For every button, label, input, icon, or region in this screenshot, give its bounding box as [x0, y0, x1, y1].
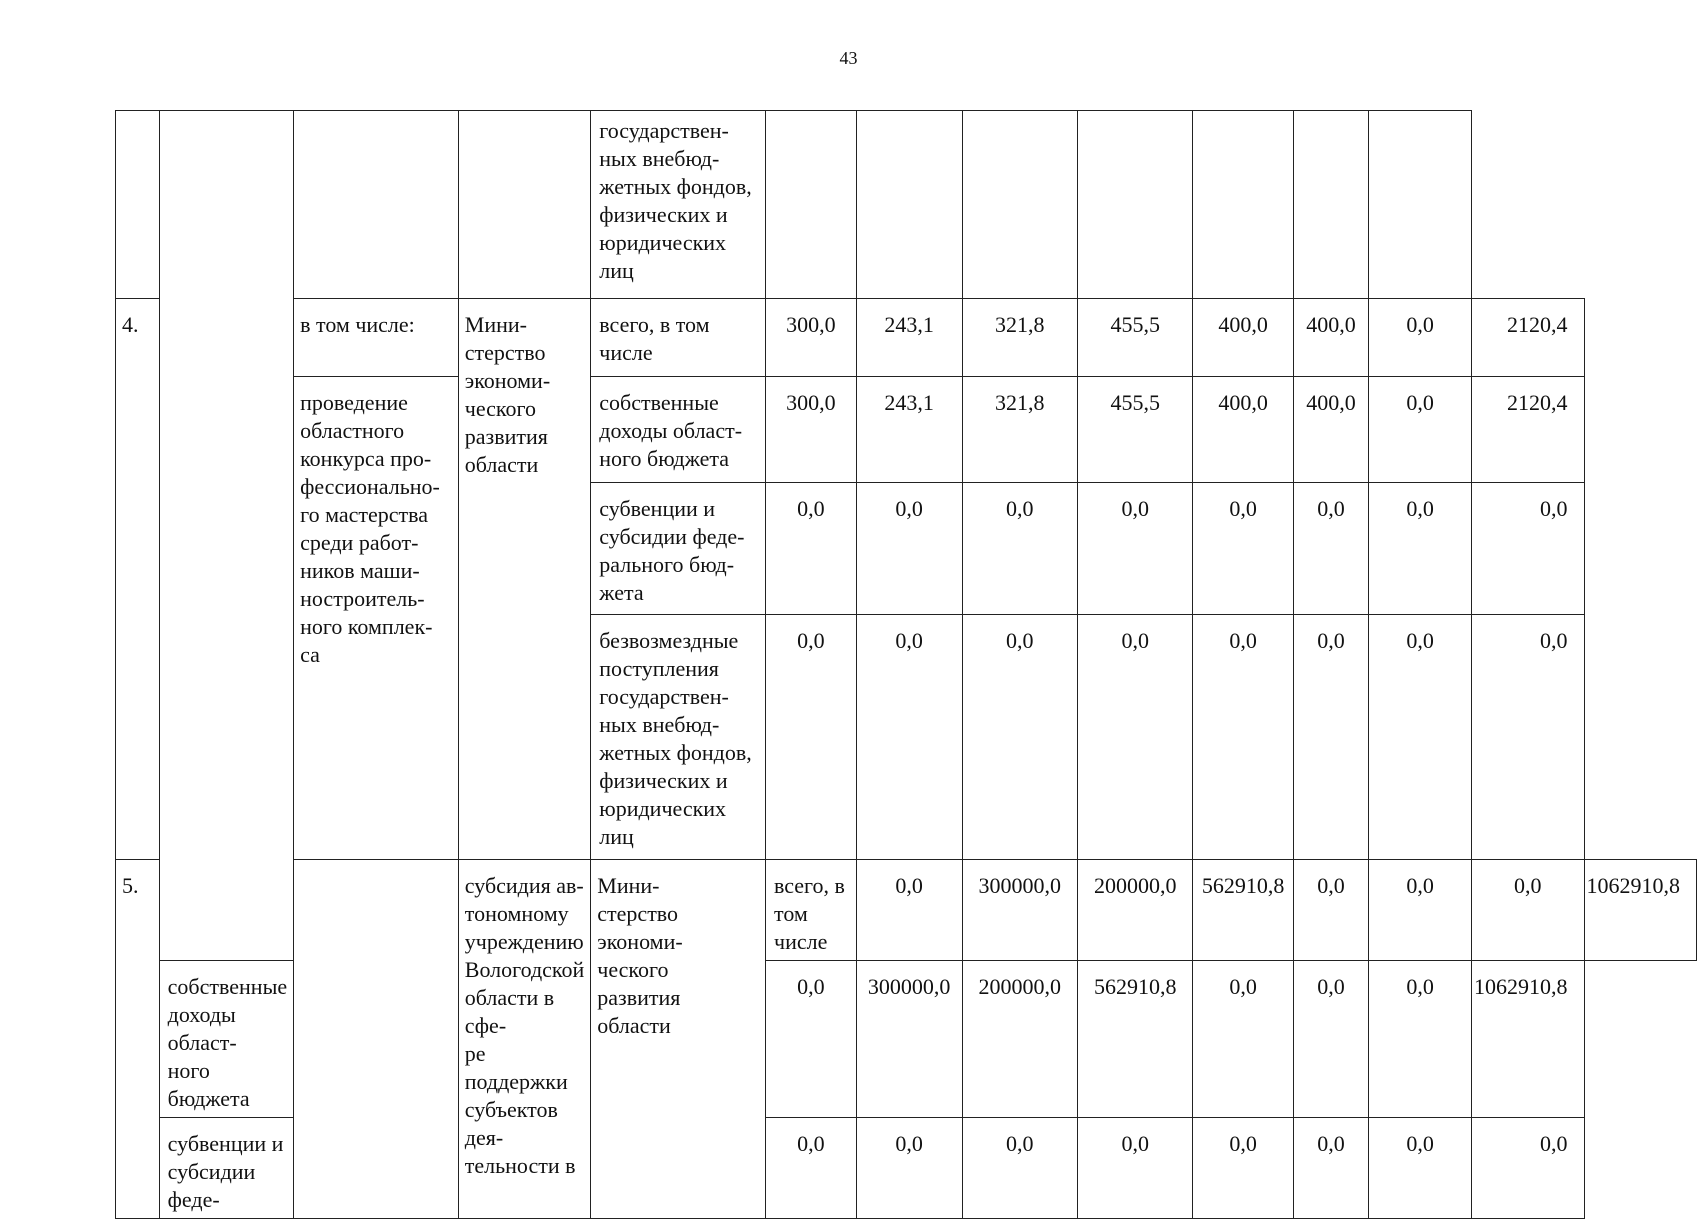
table-row [116, 299, 1697, 377]
cell-value: 400,0 [1293, 299, 1369, 377]
cell-value: 321,8 [962, 377, 1077, 483]
cell-value: 0,0 [962, 483, 1077, 615]
cell-value: 562910,8 [1193, 860, 1293, 961]
table-row [116, 111, 1697, 299]
cell-number: 5. [116, 860, 160, 1219]
table-body [116, 111, 1697, 1219]
cell-value [1078, 111, 1193, 299]
cell-value: 0,0 [1193, 483, 1293, 615]
cell-value: 300000,0 [856, 961, 962, 1118]
cell-value [1293, 111, 1369, 299]
cell-executor [458, 299, 591, 860]
cell-value [856, 111, 962, 299]
cell-value: 400,0 [1193, 377, 1293, 483]
cell-funding-source: собственные доходы област- ного бюджета [159, 961, 293, 1118]
cell-funding-source: субвенции и субсидии феде- [159, 1118, 293, 1219]
cell-value: 0,0 [856, 860, 962, 961]
cell-value: 0,0 [1369, 299, 1472, 377]
cell-number: 4. [116, 299, 160, 860]
cell-value: 0,0 [1293, 961, 1369, 1118]
cell-value: 300000,0 [962, 860, 1077, 961]
cell-value: 0,0 [766, 483, 857, 615]
cell-value: 0,0 [1193, 961, 1293, 1118]
cell-value: 0,0 [1078, 615, 1193, 860]
cell-total: 1062910,8 [1472, 961, 1585, 1118]
cell-value: 0,0 [1369, 860, 1472, 961]
cell-total: 1062910,8 [1584, 860, 1697, 961]
cell-value: 455,5 [1078, 299, 1193, 377]
cell-value: 400,0 [1193, 299, 1293, 377]
cell-value: 455,5 [1078, 377, 1193, 483]
cell-value: 0,0 [1472, 860, 1585, 961]
cell-empty [159, 111, 293, 961]
cell-value [1193, 111, 1293, 299]
cell-funding-source: безвозмездные поступления государствен- ных внебюд- жетных фондов, физических и юридических лиц [591, 615, 766, 860]
cell-total: 0,0 [1472, 1118, 1585, 1219]
cell-value: 0,0 [766, 615, 857, 860]
cell-value: 0,0 [1369, 961, 1472, 1118]
table-row [116, 377, 1697, 483]
cell-value: 0,0 [962, 1118, 1077, 1219]
cell-value: 400,0 [1293, 377, 1369, 483]
cell-description: субсидия ав- тономному учреждению Вологодской области в сфе- ре поддержки субъектов дея- тельности в [458, 860, 591, 1219]
cell-value: 0,0 [1369, 483, 1472, 615]
cell-number [116, 111, 160, 299]
cell-value: 0,0 [1293, 615, 1369, 860]
cell-empty [294, 860, 459, 1219]
cell-value [766, 111, 857, 299]
cell-description: проведение областного конкурса про- фессионально- го мастерства среди работ- ников маши- ностроитель- ного комплек- са [294, 377, 459, 860]
cell-value: 300,0 [766, 299, 857, 377]
cell-total: 0,0 [1472, 615, 1585, 860]
cell-value: 0,0 [1293, 483, 1369, 615]
cell-value: 562910,8 [1078, 961, 1193, 1118]
cell-executor: Мини- стерство экономи- ческого развития области [591, 860, 766, 1219]
cell-value: 0,0 [1193, 615, 1293, 860]
cell-total: 0,0 [1472, 483, 1585, 615]
cell-value: 0,0 [1078, 483, 1193, 615]
cell-value: 0,0 [1369, 1118, 1472, 1219]
cell-funding-source: субвенции и субсидии феде- рального бюд- жета [591, 483, 766, 615]
cell-funding-source: собственные доходы област- ного бюджета [591, 377, 766, 483]
cell-funding-source: всего, в том числе [766, 860, 857, 961]
cell-value: 0,0 [766, 961, 857, 1118]
cell-total: 2120,4 [1472, 299, 1585, 377]
cell-funding-source: всего, в том числе [591, 299, 766, 377]
cell-value: 0,0 [766, 1118, 857, 1219]
table-row [116, 860, 1697, 961]
cell-value: 200000,0 [962, 961, 1077, 1118]
cell-total: 2120,4 [1472, 377, 1585, 483]
cell-executor [458, 111, 591, 299]
cell-value: 0,0 [1369, 615, 1472, 860]
cell-value: 0,0 [856, 615, 962, 860]
cell-value: 0,0 [856, 483, 962, 615]
cell-value: 0,0 [962, 615, 1077, 860]
executor-text: Мини- стерство экономи- ческого развития области [464, 312, 551, 477]
cell-description [294, 111, 459, 299]
cell-value: 321,8 [962, 299, 1077, 377]
cell-value [1369, 111, 1472, 299]
cell-value [962, 111, 1077, 299]
cell-value: 0,0 [1078, 1118, 1193, 1219]
cell-value: 0,0 [1369, 377, 1472, 483]
cell-value: 0,0 [1293, 1118, 1369, 1219]
cell-value: 0,0 [856, 1118, 962, 1219]
cell-value: 200000,0 [1078, 860, 1193, 961]
cell-value: 0,0 [1293, 860, 1369, 961]
cell-value: 243,1 [856, 299, 962, 377]
budget-table [115, 110, 1697, 1219]
page-number: 43 [839, 48, 858, 68]
cell-description-heading: в том числе: [294, 299, 459, 377]
cell-value: 0,0 [1193, 1118, 1293, 1219]
cell-funding-source: государствен- ных внебюд- жетных фондов, физических и юридических лиц [591, 111, 766, 299]
cell-value: 300,0 [766, 377, 857, 483]
cell-value: 243,1 [856, 377, 962, 483]
